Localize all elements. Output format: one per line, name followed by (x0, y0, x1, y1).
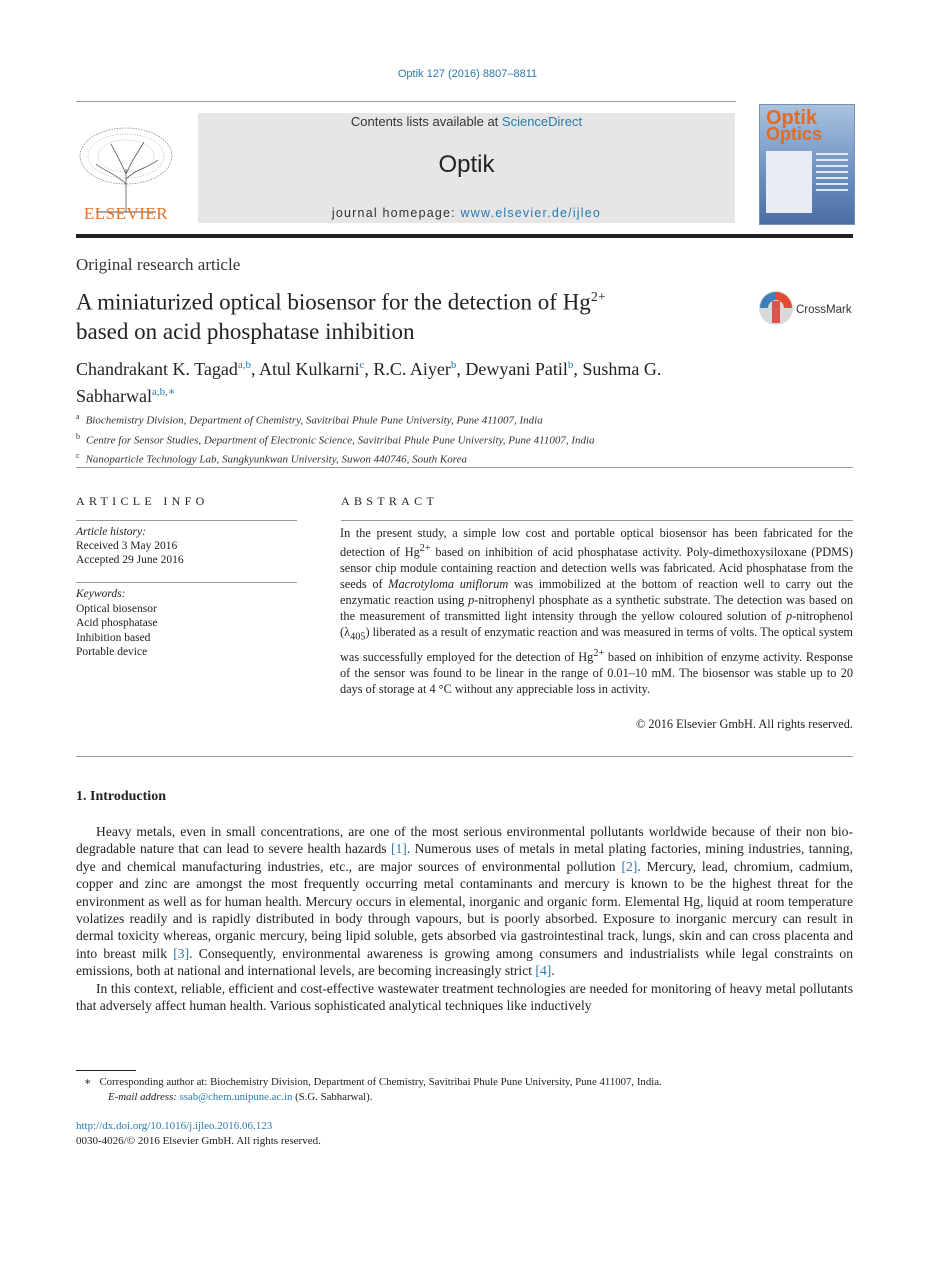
text-segment: . Numerous uses of metals in metal plating factories, mining industries, tanning, dye and chemical manufacturing industries, etc., are major sources of environmental pollution (76, 841, 853, 874)
title-line-2: based on acid phosphatase inhibition (76, 318, 415, 344)
keyword-item: Portable device (76, 646, 148, 658)
paragraph: In this context, reliable, efficient and cost-effective wastewater treatment technologies are needed for monitoring of heavy metal pollutants that adversely affect human health. Various sophisticated analytical techniques like inductively (76, 980, 853, 1014)
title-line-1: A miniaturized optical biosensor for the detection of Hg (76, 289, 591, 315)
email-link[interactable]: ssab@chem.unipune.ac.in (179, 1091, 293, 1103)
abstract-segment: -nitrophenol (λ (340, 609, 853, 640)
author-list (76, 354, 756, 408)
history-label: Article history: (76, 526, 146, 538)
text-segment: . (551, 963, 555, 979)
article-title (76, 283, 736, 346)
affiliation-key: b (76, 431, 80, 441)
keyword-item: Acid phosphatase (76, 617, 158, 629)
received-date: Received 3 May 2016 (76, 540, 178, 552)
doi-link[interactable]: http://dx.doi.org/10.1016/j.ijleo.2016.06.123 (76, 1120, 273, 1132)
keywords-block (76, 587, 297, 660)
citation-link[interactable]: [1] (390, 841, 407, 857)
author-sep: , (573, 359, 583, 379)
contents-prefix: Contents lists available at (350, 114, 502, 129)
title-superscript: 2+ (590, 290, 606, 305)
abstract-bottom-divider (76, 756, 853, 757)
abstract-species: Macrotyloma uniflorum (388, 577, 509, 592)
cover-contents-panel (766, 151, 812, 213)
author-sep: , (251, 359, 260, 379)
citation-link[interactable]: [4] (535, 963, 552, 979)
author-affil[interactable]: a,b,∗ (151, 386, 176, 398)
abstract-divider (341, 520, 853, 521)
affiliation-item (76, 429, 836, 449)
abstract-text (340, 525, 853, 697)
abstract-segment: -nitrophenyl phosphate as a synthetic substrate. The detection was based on the measurement of transmitted light intensity through the yellow coloured solution of (340, 593, 853, 624)
keywords-divider (76, 582, 297, 583)
footnote-line (76, 1075, 853, 1090)
author-affil[interactable]: c (359, 359, 365, 371)
abstract-sub: 405 (350, 631, 366, 643)
keyword-item: Optical biosensor (76, 602, 157, 615)
keywords-label: Keywords: (76, 588, 126, 600)
contents-line (198, 114, 735, 129)
email-suffix: (S.G. Sabharwal). (292, 1091, 373, 1103)
cover-subtitle: Optics (766, 124, 823, 144)
citation-link[interactable]: [3] (173, 945, 190, 961)
keyword-item: Inhibition based (76, 631, 151, 644)
homepage-link[interactable]: www.elsevier.de/ijleo (460, 206, 602, 220)
affiliation-item (76, 409, 836, 429)
elsevier-wordmark: ELSEVIER (83, 204, 169, 223)
corresponding-author-footnote (76, 1075, 853, 1105)
crossmark-icon[interactable] (757, 289, 853, 327)
affiliation-text: Biochemistry Division, Department of Chemistry, Savitribai Phule Pune University, Pune 411007, India (85, 414, 543, 427)
header-thick-rule (76, 234, 853, 238)
author-name[interactable]: R.C. Aiyer (373, 359, 451, 379)
footnote-mark: ∗ (84, 1076, 92, 1088)
author-affil[interactable]: a,b (237, 359, 251, 371)
crossmark-label: CrossMark (796, 304, 852, 316)
cover-text-lines (816, 153, 848, 193)
author-affil[interactable]: b (567, 359, 574, 371)
homepage-prefix: journal homepage: (331, 206, 461, 220)
author-affil[interactable]: b (450, 359, 457, 371)
author-name[interactable]: Atul Kulkarni (259, 359, 360, 379)
author-name[interactable]: Dewyani Patil (465, 359, 568, 379)
abstract-sup: 2+ (419, 543, 431, 554)
email-label: E-mail address: (108, 1091, 180, 1103)
author-sep: , (456, 359, 466, 379)
cover-title: Optik (766, 107, 818, 129)
abstract-heading: ABSTRACT (341, 494, 439, 508)
affiliation-key: a (76, 412, 80, 421)
citation-link[interactable]: [2] (621, 858, 638, 874)
journal-homepage (198, 206, 735, 220)
abstract-copyright: © 2016 Elsevier GmbH. All rights reserved. (636, 717, 853, 731)
abstract-segment: In the present study, a simple low cost and portable optical biosensor has been fabricated for the detection of Hg (340, 526, 853, 560)
article-history (76, 525, 297, 567)
author-name[interactable]: Sushma G. Sabharwal (76, 359, 662, 406)
abstract-italic: p (786, 609, 793, 624)
article-type: Original research article (76, 255, 241, 274)
footnote-rule (76, 1070, 136, 1071)
author-sep: , (364, 359, 374, 379)
header-divider (76, 101, 736, 102)
abstract-italic: p (468, 593, 475, 608)
footnote-text: Corresponding author at: Biochemistry Division, Department of Chemistry, Savitribai Phule Pune University, Pune 411007, India. (99, 1076, 662, 1088)
abstract-segment: based on inhibition of acid phosphatase activity. Poly-dimethoxysiloxane (PDMS) sensor chip module containing reaction and detection wells was fabricated. Acid phosphatase from the seeds of (340, 545, 853, 592)
abstract-segment: ) liberated as a result of enzymatic reaction and was measured in terms of volts. The optical system was successfully employed for the detection of Hg (340, 625, 853, 664)
email-line (76, 1090, 853, 1105)
text-segment: . Consequently, environmental awareness is growing among consumers and industrialists while legal constraints on emissions, both at national and international levels, are becoming increasingly strict (76, 945, 853, 979)
journal-name: Optik (438, 151, 495, 178)
text-segment: Heavy metals, even in small concentrations, are one of the most serious environmental pollutants worldwide because of their non bio-degradable nature that can lead to severe health hazards (76, 824, 853, 857)
journal-cover-thumbnail[interactable] (759, 104, 855, 225)
article-info-heading: ARTICLE INFO (76, 494, 209, 508)
affiliation-text: Centre for Sensor Studies, Department of Electronic Science, Savitribai Phule Pune University, Pune 411007, India (86, 434, 595, 447)
issn-copyright: 0030-4026/© 2016 Elsevier GmbH. All rights reserved. (76, 1135, 321, 1147)
text-segment: . Mercury, lead, chromium, cadmium, copper and zinc are amongst the most frequently occurring metal contaminants and mercury is known to be the highest threat for the environment as well as for human health. Mercury occurs in elemental, inorganic and organic form. Elemental Hg, liquid at room temperature volatizes readily and is rapidly distributed in body through vapours, but is poorly absorbed. Exposure to inorganic mercury can result in dermal toxicity whereas, organic mercury, being lipid soluble, gets absorbed via gastrointestinal track, lungs, skin and can cross placenta and into breast milk (76, 858, 853, 961)
affiliation-key: c (76, 451, 80, 461)
abstract-sup: 2+ (593, 647, 605, 659)
journal-citation[interactable]: Optik 127 (2016) 8807–8811 (397, 68, 538, 80)
paragraph (76, 823, 853, 980)
sciencedirect-link[interactable]: ScienceDirect (501, 114, 583, 129)
section-heading-introduction: 1. Introduction (76, 789, 166, 804)
abstract-segment: was immobilized at the bottom of reaction well to carry out the enzymatic reaction using (340, 577, 854, 608)
info-divider (76, 520, 297, 521)
affiliation-text: Nanoparticle Technology Lab, Sungkyunkwan University, Suwon 440746, South Korea (85, 453, 467, 466)
abstract-segment: based on inhibition of enzyme activity. Response of the sensor was found to be linear in the range of 0.01–10 mM. The biosensor was stable up to 20 days of storage at 4 °C without any appreciable loss in activity. (340, 649, 853, 696)
affiliations (76, 409, 836, 468)
affiliation-item (76, 448, 836, 468)
author-name[interactable]: Chandrakant K. Tagad (76, 359, 238, 379)
accepted-date: Accepted 29 June 2016 (76, 554, 184, 566)
section-divider (76, 467, 853, 468)
introduction-body (76, 823, 853, 1014)
